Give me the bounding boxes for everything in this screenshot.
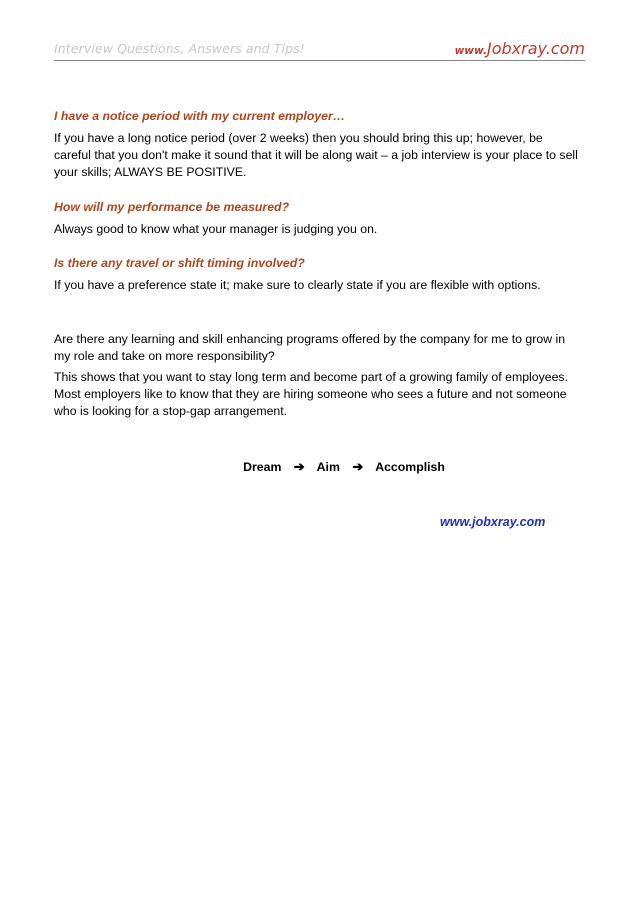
- section-notice-period: [54, 108, 582, 181]
- section-question: I have a notice period with my current employer…: [54, 109, 346, 123]
- section-question: Is there any travel or shift timing involved?: [54, 256, 305, 270]
- right-arrow-icon: ➔: [293, 459, 305, 474]
- header-tagline: Interview Questions, Answers and Tips!: [54, 41, 305, 56]
- section-answer: Always good to know what your manager is judging you on.: [54, 222, 378, 236]
- learning-question: Are there any learning and skill enhancing programs offered by the company for me to grow in my role and take on more responsibility?: [54, 332, 566, 363]
- motto-line: [124, 458, 564, 476]
- header-site-logo: [455, 39, 585, 58]
- footer-site-link[interactable]: www.jobxray.com: [440, 515, 546, 529]
- learning-answer: This shows that you want to stay long term and become part of a growing family of employees. Most employers like to know that they are hiring someone who sees a future and not someone who is looking for a stop-gap arrangement.: [54, 370, 568, 418]
- section-learning: [54, 331, 582, 420]
- motto-accomplish: Accomplish: [375, 460, 445, 474]
- section-answer: If you have a preference state it; make sure to clearly state if you are flexible with options.: [54, 278, 541, 292]
- section-question: How will my performance be measured?: [54, 200, 290, 214]
- motto-dream: Dream: [243, 460, 282, 474]
- document-body: [54, 108, 582, 476]
- header-site-name: Jobxray.com: [487, 39, 585, 58]
- section-performance: [54, 199, 582, 238]
- section-answer: If you have a long notice period (over 2 weeks) then you should bring this up; however, be careful that you don't make it sound that it will be along wait – a job interview is your place to sell your skills; ALWAYS BE POSITIVE.: [54, 131, 578, 179]
- motto-aim: Aim: [316, 460, 340, 474]
- header-site-prefix: www.: [454, 45, 487, 57]
- page-header: [54, 36, 585, 61]
- section-travel: [54, 255, 582, 294]
- right-arrow-icon: ➔: [352, 459, 364, 474]
